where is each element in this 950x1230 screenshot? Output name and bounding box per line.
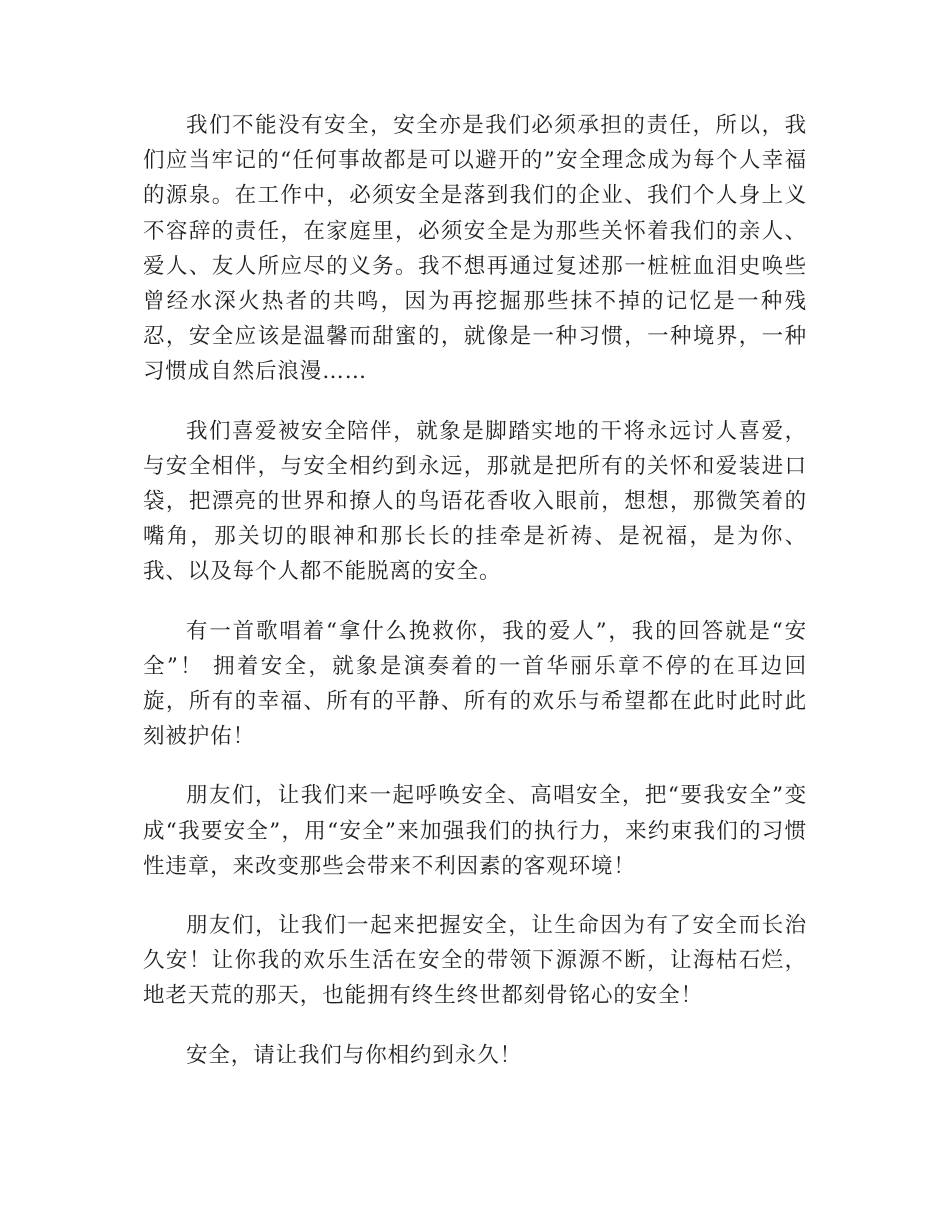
paragraph-1: 我们不能没有安全，安全亦是我们必须承担的责任，所以，我们应当牢记的“任何事故都是可以避开的”安全理念成为每个人幸福的源泉。在工作中，必须安全是落到我们的企业、我们个人身上义不容辞的责任，在家庭里，必须安全是为那些关怀着我们的亲人、爱人、友人所应尽的义务。我不想再通过复述那一桩桩血泪史唤些曾经水深火热者的共鸣，因为再挖掘那些抹不掉的记忆是一种残忍，安全应该是温馨而甜蜜的，就像是一种习惯，一种境界，一种习惯成自然后浪漫……: [143, 113, 807, 385]
paragraph-6: 安全，请让我们与你相约到永久！: [186, 1042, 523, 1068]
paragraph-3: 有一首歌唱着“拿什么挽救你，我的爱人”，我的回答就是“安全”！ 拥着安全，就象是演奏着的一首华丽乐章不停的在耳边回旋，所有的幸福、所有的平静、所有的欢乐与希望都在此时此时此刻被护佑！: [143, 618, 807, 750]
paragraph-5: 朋友们，让我们一起来把握安全，让生命因为有了安全而长治久安！让你我的欢乐生活在安全的带领下源源不断，让海枯石烂，地老天荒的那天，也能拥有终生终世都刻骨铭心的安全！: [143, 913, 807, 1009]
paragraph-2: 我们喜爱被安全陪伴，就象是脚踏实地的干将永远讨人喜爱，与安全相伴，与安全相约到永远，那就是把所有的关怀和爱装进口袋，把漂亮的世界和撩人的鸟语花香收入眼前，想想，那微笑着的嘴角，那关切的眼神和那长长的挂牵是祈祷、是祝福，是为你、我、以及每个人都不能脱离的安全。: [143, 418, 807, 585]
document-body: [143, 108, 807, 1073]
paragraph-4: 朋友们，让我们来一起呼唤安全、高唱安全，把“要我安全”变成“我要安全”，用“安全”来加强我们的执行力，来约束我们的习惯性违章，来改变那些会带来不利因素的客观环境！: [143, 783, 807, 879]
